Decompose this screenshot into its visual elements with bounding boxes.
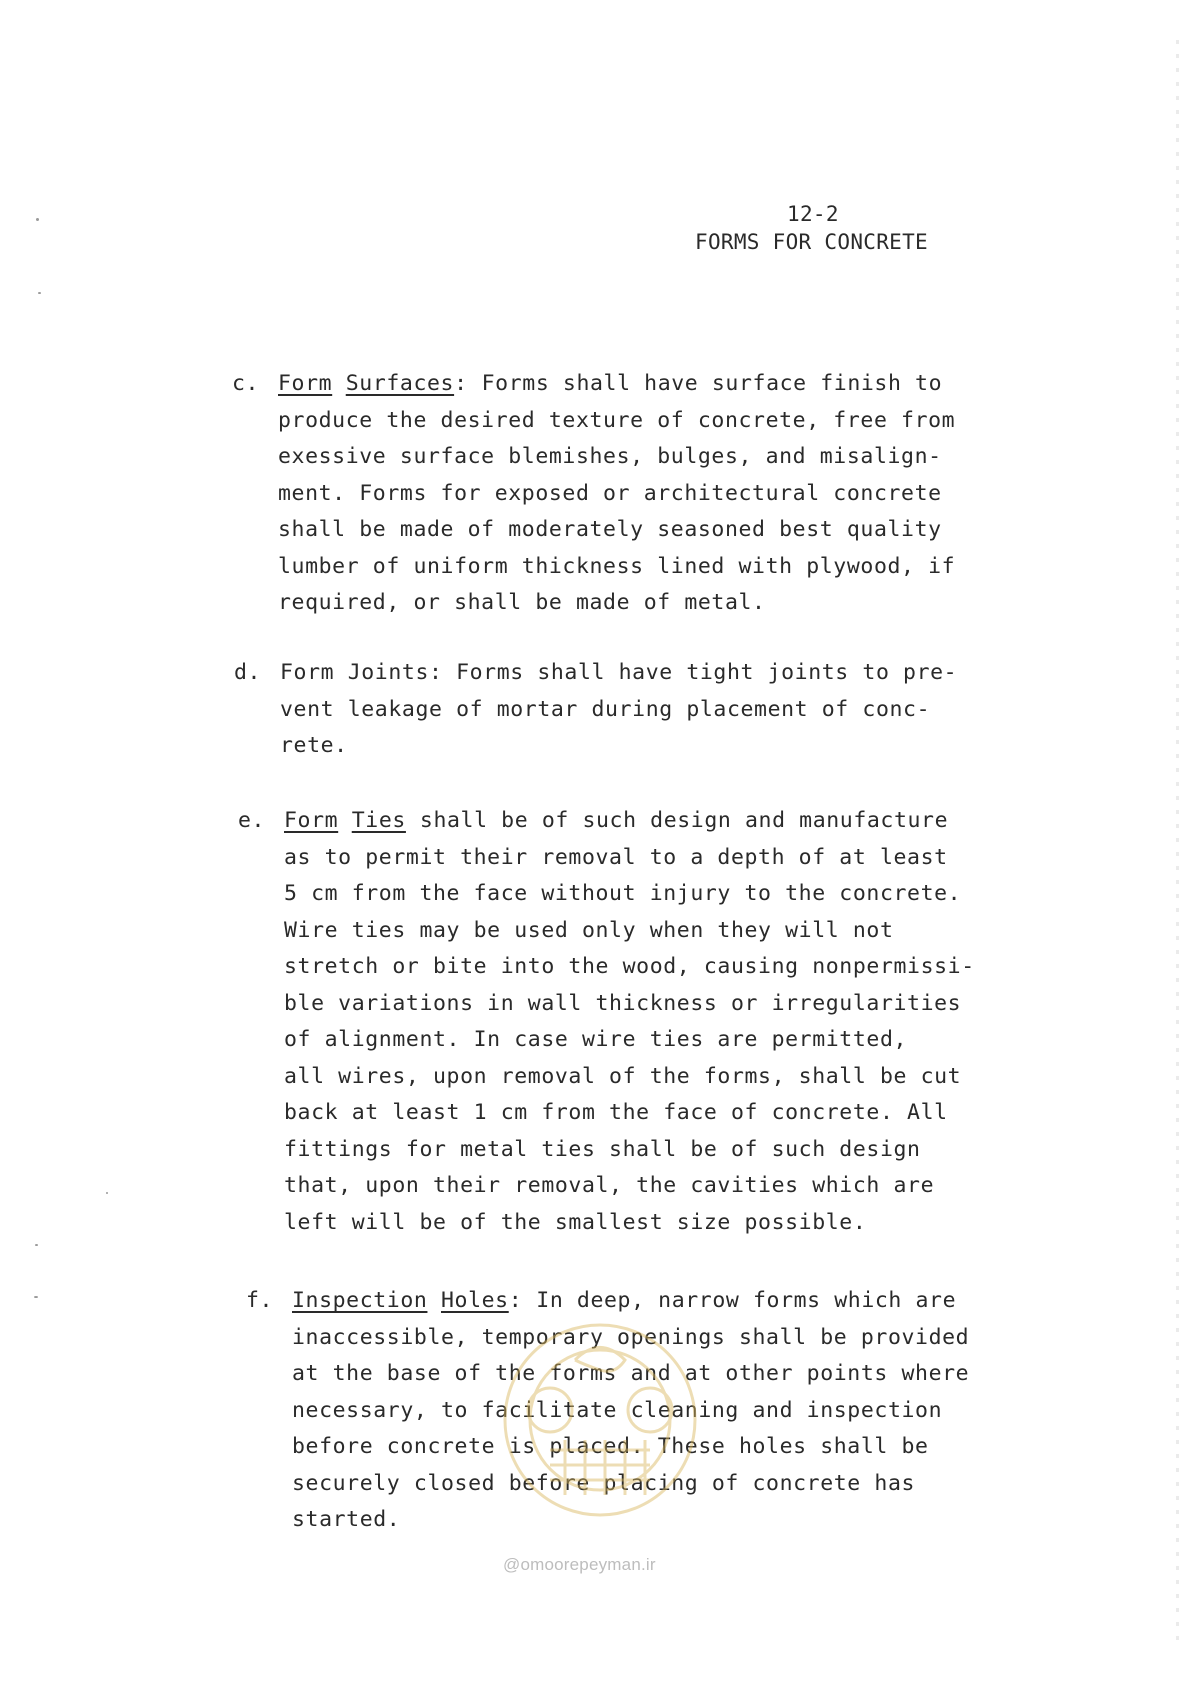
clause-text-line: exessive surface blemishes, bulges, and misalign-: [278, 444, 942, 469]
clause-text-line: Wire ties may be used only when they will not: [284, 917, 894, 943]
clause-text-line: ble variations in wall thickness or irregularities: [284, 990, 962, 1016]
clause-c: [232, 366, 956, 622]
clause-text-line: shall be of such design and manufacture: [419, 808, 949, 833]
clause-heading-word: Holes: [441, 1288, 509, 1313]
page-header: [695, 200, 1015, 256]
watermark-text: @omoorepeyman.ir: [503, 1555, 656, 1574]
scan-speck: [36, 218, 39, 221]
clause-heading-word: Form: [278, 371, 333, 396]
clause-text-line: rete.: [280, 733, 348, 758]
clause-text-line: Forms shall have surface finish to: [481, 371, 943, 396]
clause-text-line: of alignment. In case wire ties are permitted,: [284, 1027, 908, 1052]
clause-first-line: [280, 655, 957, 692]
clause-heading-word: Ties: [351, 808, 406, 833]
clause-text-line: as to permit their removal to a depth of at least: [284, 844, 948, 870]
clause-text-line: produce the desired texture of concrete, free from: [278, 407, 956, 433]
clause-text-line: at the base of the forms and at other points where: [292, 1361, 970, 1386]
clause-text-line: that, upon their removal, the cavities which are: [284, 1173, 935, 1198]
clause-text-line: inaccessible, temporary openings shall be provided: [292, 1324, 970, 1350]
section-title: FORMS FOR CONCRETE: [695, 230, 928, 254]
clause-heading-word: Surfaces: [345, 371, 455, 396]
clause-text-line: lumber of uniform thickness lined with plywood, if: [278, 553, 956, 579]
clause-marker: d.: [234, 660, 262, 685]
clause-text-line: vent leakage of mortar during placement of conc-: [280, 696, 931, 722]
clause-marker: c.: [232, 371, 260, 396]
clause-marker: f.: [246, 1288, 274, 1313]
clause-heading: Form Joints:: [280, 660, 443, 685]
clause-heading-word: Inspection: [292, 1288, 428, 1313]
scan-speck: [34, 1296, 38, 1298]
clause-d: [234, 655, 958, 765]
page-number: 12-2: [787, 202, 839, 226]
clause-text-line: necessary, to facilitate cleaning and inspection: [292, 1397, 943, 1423]
clause-text-line: all wires, upon removal of the forms, shall be cut: [284, 1063, 962, 1089]
clause-text-line: started.: [292, 1507, 401, 1532]
clause-text-line: required, or shall be made of metal.: [278, 590, 766, 615]
scan-speck: [35, 1244, 38, 1246]
clause-text-line: stretch or bite into the wood, causing nonpermissi-: [284, 954, 975, 979]
clause-first-line: [284, 803, 975, 840]
clause-first-line: Form Surfaces: Forms shall have surface finish to: [278, 371, 943, 396]
clause-text-line: left will be of the smallest size possible.: [284, 1209, 867, 1235]
watermark-seal-icon: [480, 1300, 720, 1540]
clause-text-line: Forms shall have tight joints to pre-: [456, 660, 958, 685]
clause-text-line: In deep, narrow forms which are: [536, 1288, 957, 1313]
clause-marker: e.: [238, 808, 266, 833]
scan-edge-artifact: [1176, 40, 1179, 1640]
clause-text-line: fittings for metal ties shall be of such design: [284, 1136, 921, 1162]
clause-text-line: before concrete is placed. These holes shall be: [292, 1434, 929, 1459]
clause-text-line: back at least 1 cm from the face of concrete. All: [284, 1100, 948, 1125]
clause-text-line: 5 cm from the face without injury to the concrete.: [284, 881, 962, 906]
clause-text-line: ment. Forms for exposed or architectural concrete: [278, 480, 942, 506]
clause-e: [238, 803, 975, 1241]
clause-heading-word: Form: [284, 808, 339, 833]
scan-speck: [38, 292, 41, 294]
clause-text-line: securely closed before placing of concrete has: [292, 1470, 916, 1496]
scan-speck: [106, 1192, 108, 1194]
clause-text-line: shall be made of moderately seasoned best quality: [278, 517, 942, 542]
clause-first-line: Inspection Holes: In deep, narrow forms which are: [292, 1288, 957, 1313]
